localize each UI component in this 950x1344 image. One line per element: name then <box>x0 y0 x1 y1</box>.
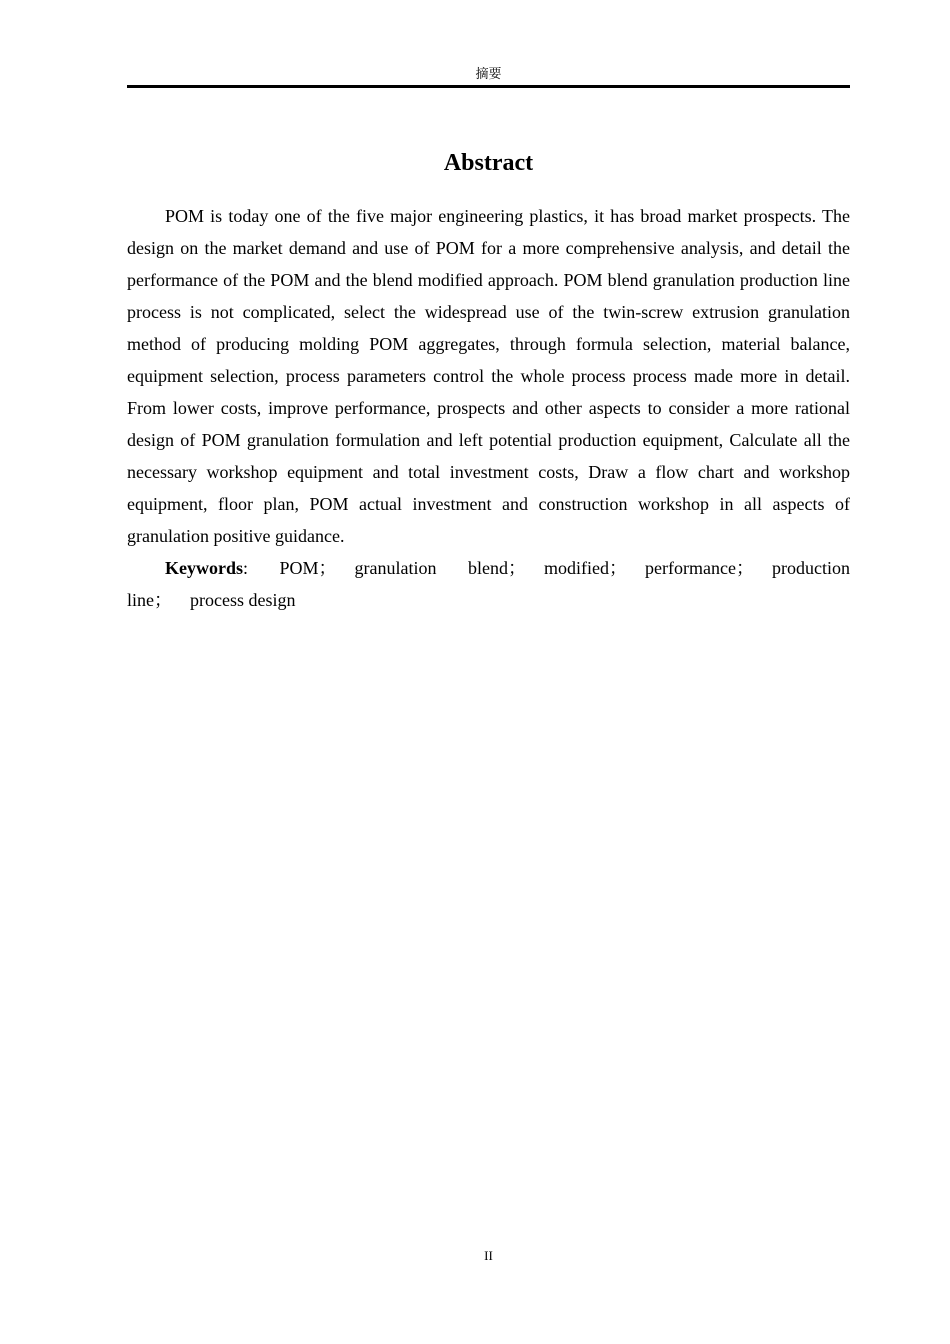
keywords-line <box>127 552 850 616</box>
keyword-item: POM； <box>279 558 337 578</box>
keyword-item: modified； <box>544 558 628 578</box>
keyword-item: granulation blend； <box>354 558 527 578</box>
header-rule <box>127 85 850 88</box>
keywords-separator: : <box>243 558 280 578</box>
keyword-item: performance； <box>645 558 754 578</box>
abstract-paragraph: POM is today one of the five major engineering plastics, it has broad market prospects. The design on the market demand and use of POM for a more comprehensive analysis, and detail the performance of the POM and the blend modified approach. POM blend granulation production line process is not complicated, select the widespread use of the twin-screw extrusion granulation method of producing molding POM aggregates, through formula selection, material balance, equipment selection, process parameters control the whole process process made more in detail. From lower costs, improve performance, prospects and other aspects to consider a more rational design of POM granulation formulation and left potential production equipment, Calculate all the necessary workshop equipment and total investment costs, Draw a flow chart and workshop equipment, floor plan, POM actual investment and construction workshop in all aspects of granulation positive guidance. <box>127 206 850 546</box>
abstract-body <box>127 200 850 616</box>
keyword-item: production line； <box>127 558 850 610</box>
running-header: 摘要 <box>475 67 502 82</box>
keywords-label: Keywords <box>165 558 243 578</box>
page-number: II <box>484 1248 493 1263</box>
abstract-title: Abstract <box>443 150 534 176</box>
keyword-item: process design <box>190 590 296 610</box>
